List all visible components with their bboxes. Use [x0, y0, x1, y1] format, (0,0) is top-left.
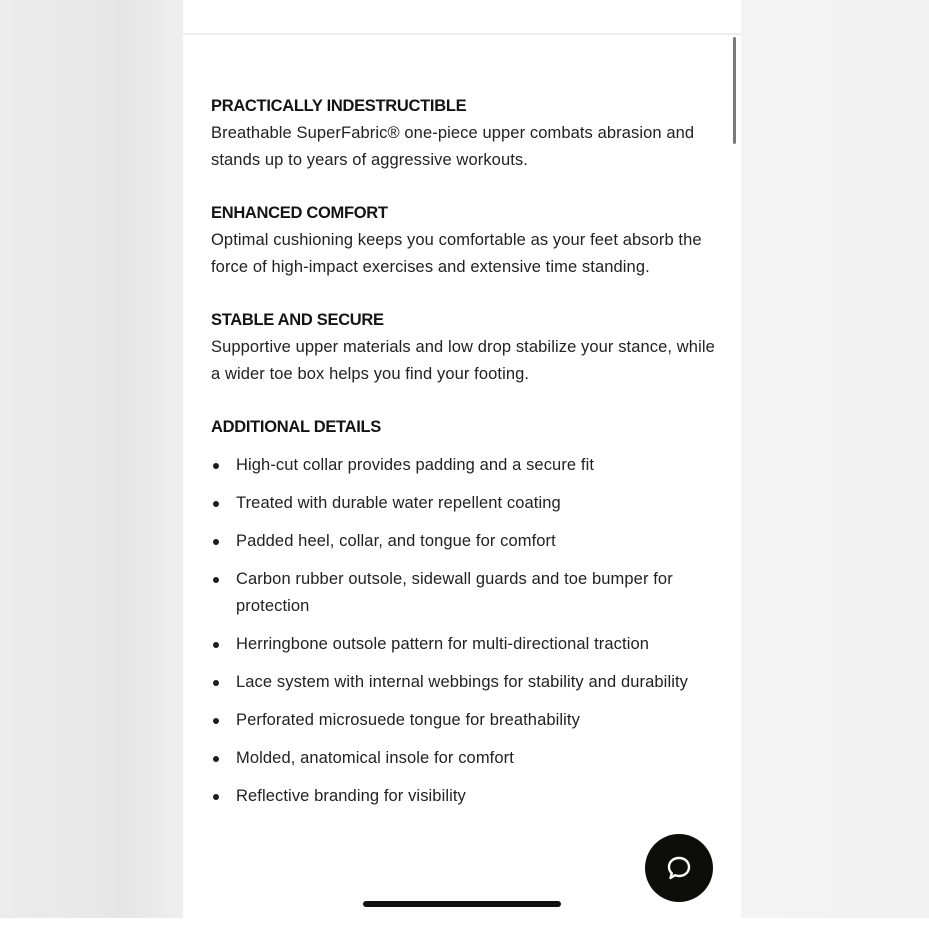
list-item: [211, 566, 716, 620]
list-item-text: Lace system with internal webbings for stability and durability: [236, 673, 689, 691]
bullet-icon: [213, 577, 219, 583]
list-item: [211, 745, 716, 772]
list-item-text: Perforated microsuede tongue for breathability: [236, 711, 580, 729]
chat-bubble-icon: [664, 853, 694, 883]
home-indicator[interactable]: [363, 901, 561, 907]
list-item: [211, 452, 716, 479]
scrollbar[interactable]: [733, 37, 736, 144]
list-item-text: Padded heel, collar, and tongue for comfort: [236, 532, 556, 550]
list-item: [211, 783, 716, 810]
list-item-text: High-cut collar provides padding and a secure fit: [236, 456, 595, 474]
section-heading: STABLE AND SECURE: [211, 311, 384, 329]
feature-section-indestructible: [211, 93, 716, 174]
section-body: Optimal cushioning keeps you comfortable as your feet absorb the force of high-impact exercises and extensive time standing.: [211, 231, 702, 276]
section-heading: PRACTICALLY INDESTRUCTIBLE: [211, 97, 467, 115]
bullet-icon: [213, 794, 219, 800]
phone-screen: [183, 0, 741, 918]
bullet-icon: [213, 718, 219, 724]
section-heading: ADDITIONAL DETAILS: [211, 418, 381, 436]
chat-button[interactable]: [645, 834, 713, 902]
details-list: [211, 452, 716, 810]
bullet-icon: [213, 756, 219, 762]
list-item-text: Treated with durable water repellent coating: [236, 494, 561, 512]
bullet-icon: [213, 680, 219, 686]
feature-section-stable: [211, 307, 716, 388]
list-item-text: Herringbone outsole pattern for multi-directional traction: [236, 635, 650, 653]
additional-details-section: [211, 414, 716, 810]
background-right-panel: [741, 0, 929, 918]
header-divider: [183, 33, 741, 35]
bullet-icon: [213, 539, 219, 545]
background-left-panel: [0, 0, 183, 918]
section-heading: ENHANCED COMFORT: [211, 204, 388, 222]
section-body: Supportive upper materials and low drop stabilize your stance, while a wider toe box helps you find your footing.: [211, 338, 715, 383]
bullet-icon: [213, 501, 219, 507]
list-item: [211, 707, 716, 734]
list-item-text: Carbon rubber outsole, sidewall guards and toe bumper for protection: [236, 570, 673, 615]
list-item: [211, 490, 716, 517]
list-item-text: Reflective branding for visibility: [236, 787, 466, 805]
bullet-icon: [213, 642, 219, 648]
section-body: Breathable SuperFabric® one-piece upper combats abrasion and stands up to years of aggressive workouts.: [211, 124, 695, 169]
product-details-content: [211, 93, 716, 836]
bullet-icon: [213, 463, 219, 469]
list-item-text: Molded, anatomical insole for comfort: [236, 749, 514, 767]
list-item: [211, 631, 716, 658]
feature-section-comfort: [211, 200, 716, 281]
list-item: [211, 669, 716, 696]
list-item: [211, 528, 716, 555]
